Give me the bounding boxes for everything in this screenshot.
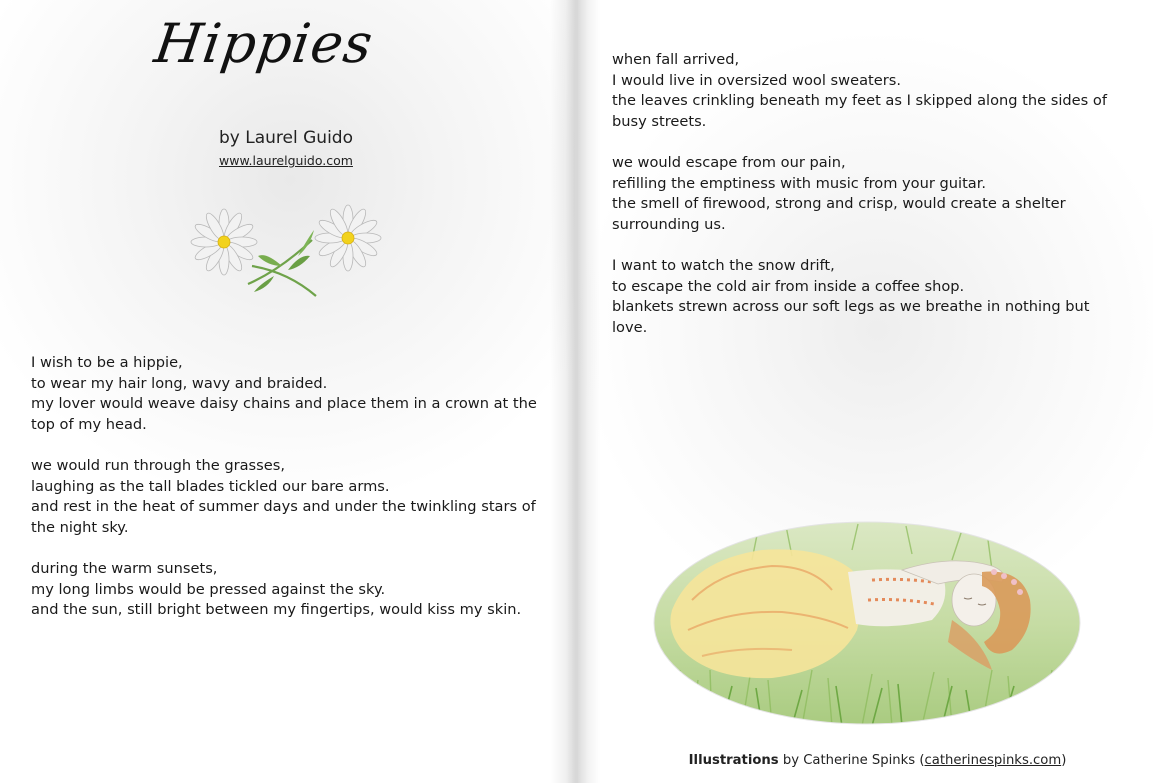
poem-line: I want to watch the snow drift, (612, 256, 835, 274)
poem-line: during the warm sunsets, (31, 559, 218, 577)
right-page (578, 0, 1153, 783)
poem-line: and the sun, still bright between my fingertips, would kiss my skin. (31, 601, 522, 619)
poem-line: refilling the emptiness with music from your guitar. (612, 174, 987, 192)
poem-line: and rest in the heat of summer days and under the twinkling stars of the night sky. (31, 498, 536, 536)
left-page (0, 0, 576, 783)
credit-close: ) (1061, 753, 1067, 768)
credit-text: by Catherine Spinks ( (778, 753, 925, 768)
illustration-credit (590, 753, 1153, 768)
daisy-illustration-icon (188, 200, 390, 300)
stanza (612, 153, 1122, 235)
poem-title: Hippies (150, 12, 378, 75)
credit-label: Illustrations (688, 753, 779, 768)
stanza (31, 353, 551, 435)
stanza (612, 50, 1122, 132)
poem-line: we would run through the grasses, (31, 456, 285, 474)
poem-line: I would live in oversized wool sweaters. (612, 71, 901, 89)
illustrator-website-link[interactable]: catherinespinks.com (924, 753, 1062, 768)
spine-shadow-left (550, 0, 576, 783)
left-stanzas (31, 353, 551, 641)
poem-line: the smell of firewood, strong and crisp, would create a shelter surrounding us. (612, 195, 1066, 233)
poem-line: my long limbs would be pressed against the sky. (31, 580, 386, 598)
poem-line: to escape the cold air from inside a coffee shop. (612, 277, 965, 295)
spine-shadow-right (578, 0, 600, 783)
stanza (31, 559, 551, 621)
poem-line: laughing as the tall blades tickled our bare arms. (31, 477, 390, 495)
stanza (612, 256, 1122, 338)
girl-in-grass-illustration-icon (652, 520, 1082, 726)
poem-line: the leaves crinkling beneath my feet as I skipped along the sides of busy streets. (612, 92, 1107, 130)
author-website-link[interactable]: www.laurelguido.com (219, 153, 353, 168)
poem-line: blankets strewn across our soft legs as we breathe in nothing but love. (612, 298, 1090, 336)
poem-line: when fall arrived, (612, 51, 740, 68)
author-byline: by Laurel Guido (219, 128, 353, 148)
stanza (31, 456, 551, 538)
poem-line: my lover would weave daisy chains and place them in a crown at the top of my head. (31, 395, 537, 433)
poem-line: we would escape from our pain, (612, 153, 846, 171)
poem-line: I wish to be a hippie, (31, 354, 183, 371)
right-stanzas (612, 50, 1122, 359)
poem-line: to wear my hair long, wavy and braided. (31, 374, 328, 392)
